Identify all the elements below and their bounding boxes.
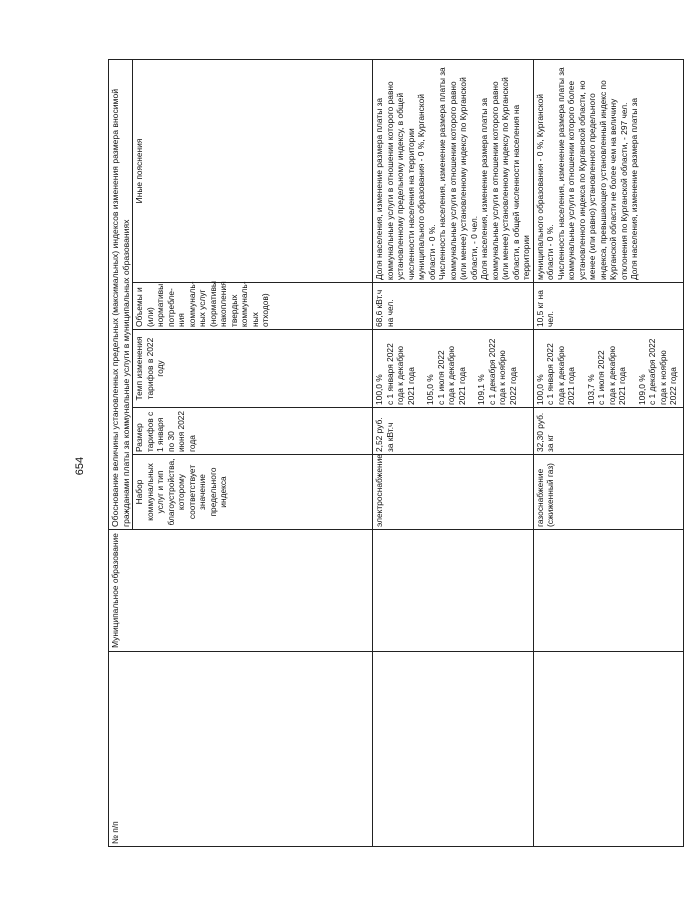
rate-line: 103,7 % <box>585 374 596 405</box>
table-row <box>533 59 683 846</box>
header-tariff-size: Размер тарифов с 1 января по 30 июня 2022 года <box>133 408 373 455</box>
rate-spacer <box>416 332 425 405</box>
header-justification: Обоснование величины установленных предельных (максимальных) индексов изменения размера вносимой гражданами платы за коммунальные услуги в муниципальных образованиях <box>109 59 133 529</box>
header-volumes: Объемы и (или) нормативы потребле-ния коммуналь-ных услуг (нормативы накопления твердых коммуналь-ных отходов) <box>133 283 373 330</box>
row-notes <box>373 59 534 282</box>
row-tariff: 32,30 руб. за кг <box>533 408 683 455</box>
row-number <box>373 652 534 847</box>
row-service: газоснабжение (сжиженный газ) <box>533 455 683 530</box>
row-number <box>533 652 683 847</box>
rate-line: с 1 января 2022 года к декабрю 2021 года <box>384 343 416 405</box>
tariff-justification-table <box>108 59 684 847</box>
row-volume: 68,6 кВт.ч на чел. <box>373 283 534 330</box>
row-service: электроснабжение <box>373 455 534 530</box>
header-municipality: Муниципальное образование <box>109 530 373 652</box>
header-notes: Иные пояснения <box>133 59 373 282</box>
rate-line: с 1 января 2022 года к декабрю 2021 года <box>545 343 577 405</box>
rotated-table-container <box>108 60 679 847</box>
table-row <box>373 59 534 846</box>
rate-spacer <box>628 332 637 405</box>
page-number: 654 <box>74 456 86 476</box>
rate-line: 109,1 % <box>476 374 487 405</box>
notes-line: Численность населения, изменение размера платы за коммунальные услуги в отношении которого более установленного индекса по Курганской области, но менее (или равно) установленного предельного индекса, превышающего установленный индекс по Курганской области не более чем на величину отклонения по Курганской области, - 297 чел. <box>555 67 629 280</box>
row-municipality <box>373 530 534 652</box>
rate-line: 100,0 % <box>534 374 545 405</box>
row-rate <box>533 330 683 408</box>
rate-line: с 1 июля 2022 года к декабрю 2021 года <box>435 346 467 405</box>
row-volume: 10,5 кг на чел. <box>533 283 683 330</box>
rate-spacer <box>577 332 586 405</box>
row-notes <box>533 59 683 282</box>
header-tariff-rate: Темп изменения тарифов в 2022 году <box>133 330 373 408</box>
header-number: № п/п <box>109 652 373 847</box>
rate-spacer <box>467 332 476 405</box>
notes-line: Доля населения, изменение размера платы за <box>629 97 640 280</box>
notes-line: муниципального образования - 0 %, Курганской области - 0 %. <box>534 94 556 280</box>
row-tariff: 2,52 руб. за кВт.ч <box>373 408 534 455</box>
rate-line: 109,0 % <box>636 374 647 405</box>
rate-line: 100,0 % <box>374 374 385 405</box>
header-service-set: Набор коммунальных услуг и тип благоустройства, которому соответствует значение предельного индекса <box>133 455 373 530</box>
rate-line: с 1 июля 2022 года к декабрю 2021 года <box>596 346 628 405</box>
notes-line: Доля населения, изменение размера платы за коммунальные услуги в отношении которого равно (или менее) установленному индексу по Курганской области, в общей численности населения на территории <box>479 77 532 280</box>
rate-line: 105,0 % <box>425 374 436 405</box>
row-rate <box>373 330 534 408</box>
row-municipality <box>533 530 683 652</box>
notes-line: Доля населения, изменение размера платы за коммунальные услуги в отношении которого равно установленному предельному индексу, в общей численности населения на территории муниципального образования - 0 %, Курганской области - 0 %. <box>374 81 437 280</box>
notes-line: Численность населения, изменение размера платы за коммунальные услуги в отношении которого равно (или менее) установленному индексу по Курганской области, - 0 чел. <box>437 67 479 280</box>
rate-line: с 1 декабря 2022 года к ноябрю 2022 года <box>486 338 518 405</box>
rate-line: с 1 декабря 2022 года к ноябрю 2022 года <box>647 338 679 405</box>
